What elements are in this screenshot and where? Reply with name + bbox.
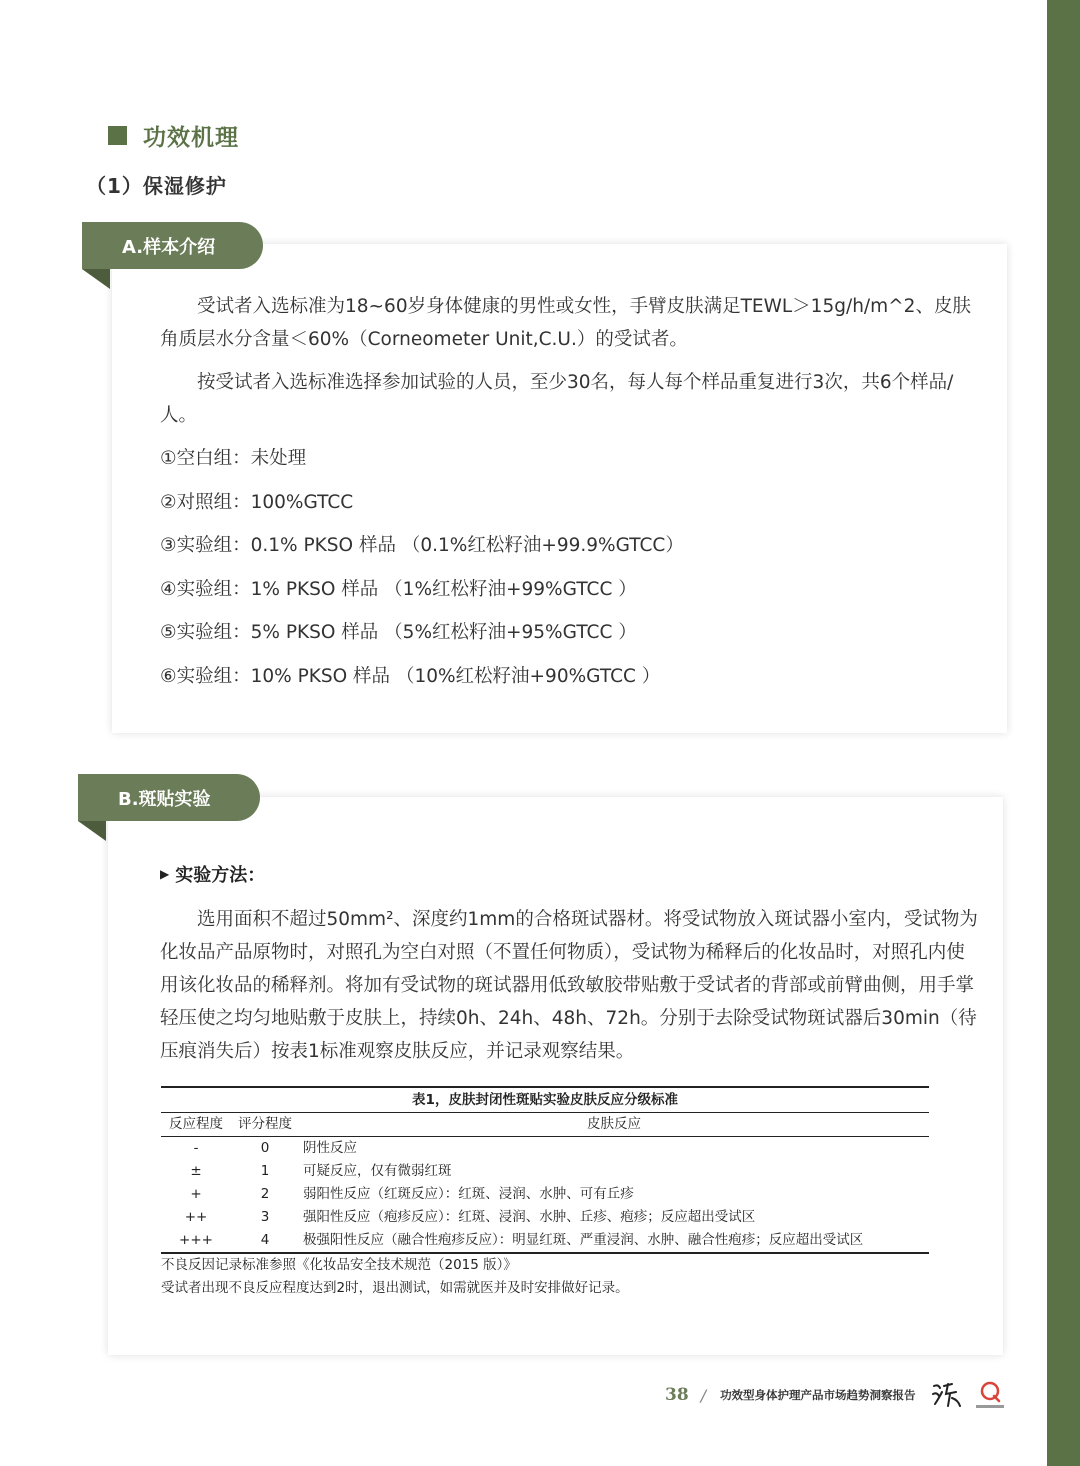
subsection-title: （1）保湿修护 (86, 174, 227, 198)
footer-slash: / (700, 1385, 707, 1405)
tab-fold-decoration (82, 269, 110, 289)
table-cell: - (193, 1140, 199, 1156)
patch-test-tab: B.斑贴实验 (78, 774, 260, 821)
table-cell: 弱阳性反应（红斑反应）：红斑、浸润、水肿、可有丘疹 (303, 1186, 634, 1202)
table-cell: 阴性反应 (303, 1140, 357, 1156)
table-cell: 4 (260, 1232, 270, 1248)
section-heading (108, 118, 239, 152)
table-cell: ++ (184, 1209, 208, 1225)
table-cell: 2 (260, 1186, 270, 1202)
group-item: ②对照组：100%GTCC (160, 492, 354, 513)
tab-fold-decoration (78, 821, 106, 841)
table-note: 不良反因记录标准参照《化妆品安全技术规范（2015 版）》 (161, 1257, 517, 1273)
page-footer (665, 1380, 1010, 1410)
table-cell: 0 (260, 1140, 270, 1156)
table-cell: 3 (260, 1209, 270, 1225)
table-header-row (161, 1113, 929, 1137)
brand-logo-calligraphy (930, 1380, 964, 1410)
reaction-grading-table (161, 1086, 929, 1300)
header-cell: 皮肤反应 (587, 1116, 641, 1132)
table-title: 表1，皮肤封闭性斑贴实验皮肤反应分级标准 (161, 1086, 929, 1113)
header-cell: 反应程度 (169, 1116, 223, 1132)
side-accent-bar (1047, 0, 1080, 1466)
triangle-bullet-icon: ▶ (160, 867, 170, 881)
sample-intro-tab: A.样本介绍 (82, 222, 263, 269)
report-title: 功效型身体护理产品市场趋势洞察报告 (720, 1388, 916, 1402)
selection-paragraph: 按受试者入选标准选择参加试验的人员，至少30名，每人每个样品重复进行3次，共6个样品/人。 (160, 372, 954, 426)
group-item: ③实验组：0.1% PKSO 样品 （0.1%红松籽油+99.9%GTCC） (160, 535, 684, 556)
table-cell: ± (190, 1163, 202, 1179)
table-cell: 极强阳性反应（融合性疱疹反应）：明显红斑、严重浸润、水肿、融合性疱疹；反应超出受试区 (303, 1232, 864, 1248)
table-note: 受试者出现不良反应程度达到2时，退出测试，如需就医并及时安排做好记录。 (161, 1280, 629, 1296)
header-cell: 评分程度 (238, 1116, 292, 1132)
criteria-paragraph: 受试者入选标准为18~60岁身体健康的男性或女性，手臂皮肤满足TEWL＞15g/h/m^2、皮肤角质层水分含量＜60%（Corneometer Unit,C.U.）的受试者。 (160, 296, 971, 350)
table-cell: + (190, 1186, 202, 1202)
method-label: 实验方法： (175, 865, 266, 886)
square-bullet-icon (108, 126, 127, 145)
group-item: ⑤实验组：5% PKSO 样品 （5%红松籽油+95%GTCC ） (160, 622, 637, 643)
method-heading (160, 861, 265, 887)
table-cell: 1 (260, 1163, 270, 1179)
group-item: ⑥实验组：10% PKSO 样品 （10%红松籽油+90%GTCC ） (160, 666, 661, 687)
group-item: ④实验组：1% PKSO 样品 （1%红松籽油+99%GTCC ） (160, 579, 637, 600)
group-item: ①空白组：未处理 (160, 448, 307, 469)
table-row (161, 1206, 929, 1229)
brand-logo-q (970, 1379, 1010, 1411)
table-row (161, 1160, 929, 1183)
table-row (161, 1183, 929, 1206)
method-paragraph: 选用面积不超过50mm²、深度约1mm的合格斑试器材。将受试物放入斑试器小室内，受试物为化妆品产品原物时，对照孔为空白对照（不置任何物质），受试物为稀释后的化妆品时，对照孔内使用该化妆品的稀释剂。将加有受试物的斑试器用低致敏胶带贴敷于受试者的背部或前臂曲侧，用手掌轻压使之均匀地贴敷于皮肤上，持续0h、24h、48h、72h。分别于去除受试物斑试器后30min（待压痕消失后）按表1标准观察皮肤反应，并记录观察结果。 (160, 909, 978, 1062)
page-number: 38 (665, 1385, 689, 1405)
table-row (161, 1229, 929, 1254)
table-row (161, 1137, 929, 1160)
section-title: 功效机理 (143, 124, 239, 151)
table-cell: +++ (179, 1232, 213, 1248)
table-cell: 强阳性反应（疱疹反应）：红斑、浸润、水肿、丘疹、疱疹；反应超出受试区 (303, 1209, 756, 1225)
table-cell: 可疑反应，仅有微弱红斑 (303, 1163, 452, 1179)
